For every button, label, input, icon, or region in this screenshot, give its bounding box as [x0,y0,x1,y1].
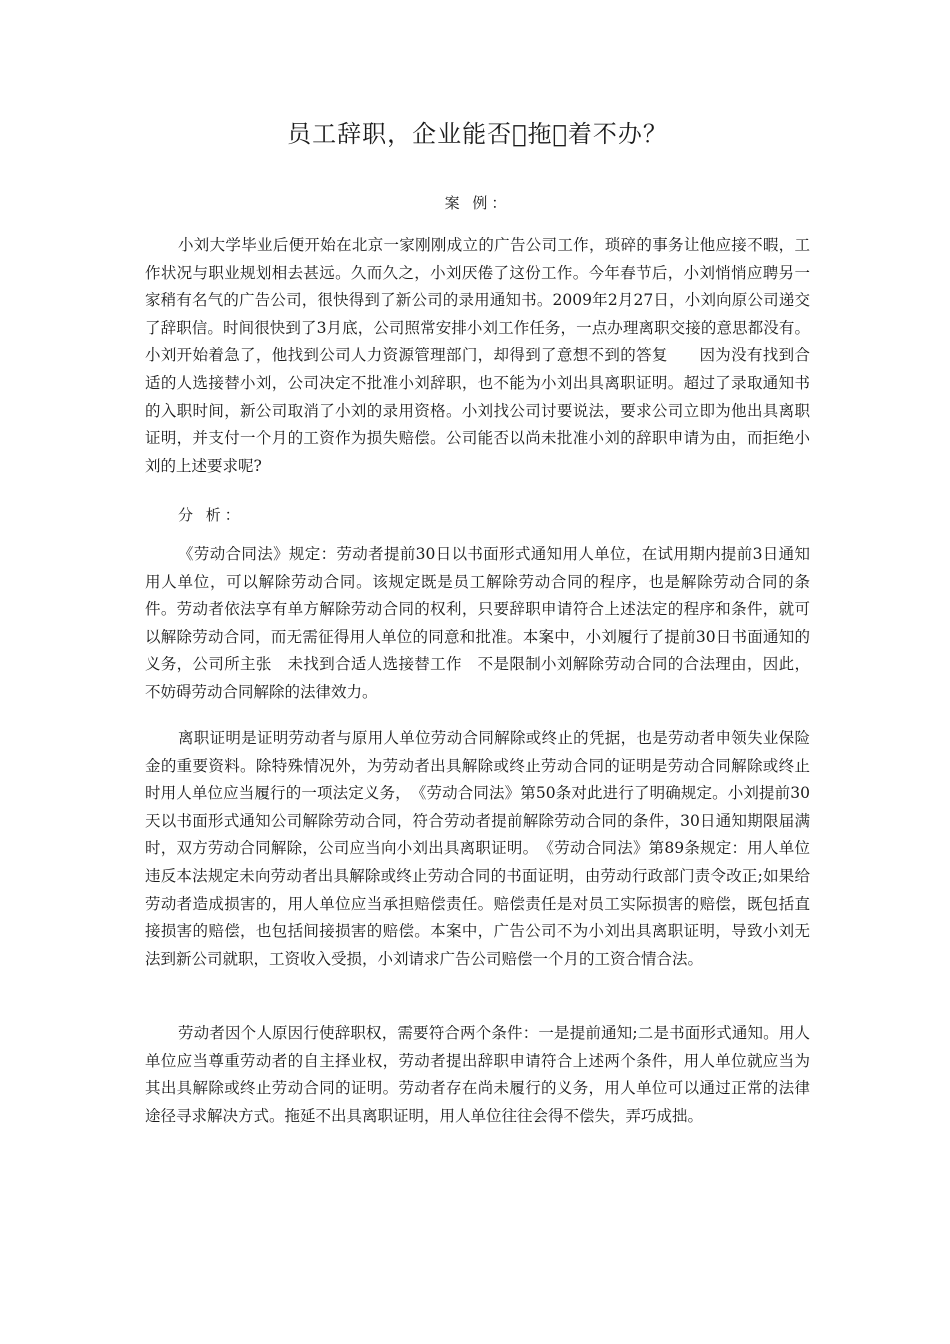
analysis-paragraph-2: 离职证明是证明劳动者与原用人单位劳动合同解除或终止的凭据，也是劳动者申领失业保险金的重要资料。除特殊情况外，为劳动者出具解除或终止劳动合同的证明是劳动合同解除或终止时用人单位应当履行的一项法定义务， 《劳动合同法》第50条对此进行了明确规定。小刘提前30天以书面形式通知公司解除劳动合同，符合劳动者提前解除劳动合同的条件，30日通知期限届满时，双方劳动合同解除，公司应当向小刘出具离职证明。 《劳动合同法》第89条规定：用人单位违反本法规定未向劳动者出具解除或终止劳动合同的书面证明，由劳动行政部门责令改正;如果给劳动者造成损害的，用人单位应当承担赔偿责任。赔偿责任是对员工实际损害的赔偿，既包括直接损害的赔偿，也包括间接损害的赔偿。本案中，广告公司不为小刘出具离职证明，导致小刘无法到新公司就职，工资收入受损，小刘请求广告公司赔偿一个月的工资合情合法。 [145,729,810,968]
analysis-paragraph-1: 《劳动合同法》规定：劳动者提前30日以书面形式通知用人单位，在试用期内提前3日通知用人单位，可以解除劳动合同。该规定既是员工解除劳动合同的程序，也是解除劳动合同的条件。劳动者依法享有单方解除劳动合同的权利，只要辞职申请符合上述法定的程序和条件，就可以解除劳动合同，而无需征得用人单位的同意和批准。本案中，小刘履行了提前30日书面通知的义务，公司所主张 未找到合适人选接替工作 不是限制小刘解除劳动合同的合法理由，因此，不妨碍劳动合同解除的法律效力。 [145,545,810,701]
analysis-paragraph-3: 劳动者因个人原因行使辞职权，需要符合两个条件：一是提前通知;二是书面形式通知。用人单位应当尊重劳动者的自主择业权，劳动者提出辞职申请符合上述两个条件，用人单位就应当为其出具解除或终止劳动合同的证明。劳动者存在尚未履行的义务，用人单位可以通过正常的法律途径寻求解决方式。拖延不出具离职证明，用人单位往往会得不偿失，弄巧成拙。 [145,1024,810,1125]
analysis-heading: 分 析： [178,506,244,524]
case-paragraph: 小刘大学毕业后便开始在北京一家刚刚成立的广告公司工作，琐碎的事务让他应接不暇，工作状况与职业规划相去甚远。久而久之，小刘厌倦了这份工作。今年春节后，小刘悄悄应聘另一家稍有名气的广告公司，很快得到了新公司的录用通知书。2009年2月27日，小刘向原公司递交了辞职信。时间很快到了3月底，公司照常安排小刘工作任务，一点办理离职交接的意思都没有。小刘开始着急了，他找到公司人力资源管理部门，却得到了意想不到的答复 因为没有找到合适的人选接替小刘，公司决定不批准小刘辞职，也不能为小刘出具离职证明。超过了录取通知书的入职时间，新公司取消了小刘的录用资格。小刘找公司讨要说法，要求公司立即为他出具离职证明，并支付一个月的工资作为损失赔偿。公司能否以尚未批准小刘的辞职申请为由，而拒绝小刘的上述要求呢? [145,236,810,475]
case-heading: 案 例： [444,194,511,212]
document-title: 员工辞职，企业能否 拖 着不办？ [287,120,668,148]
